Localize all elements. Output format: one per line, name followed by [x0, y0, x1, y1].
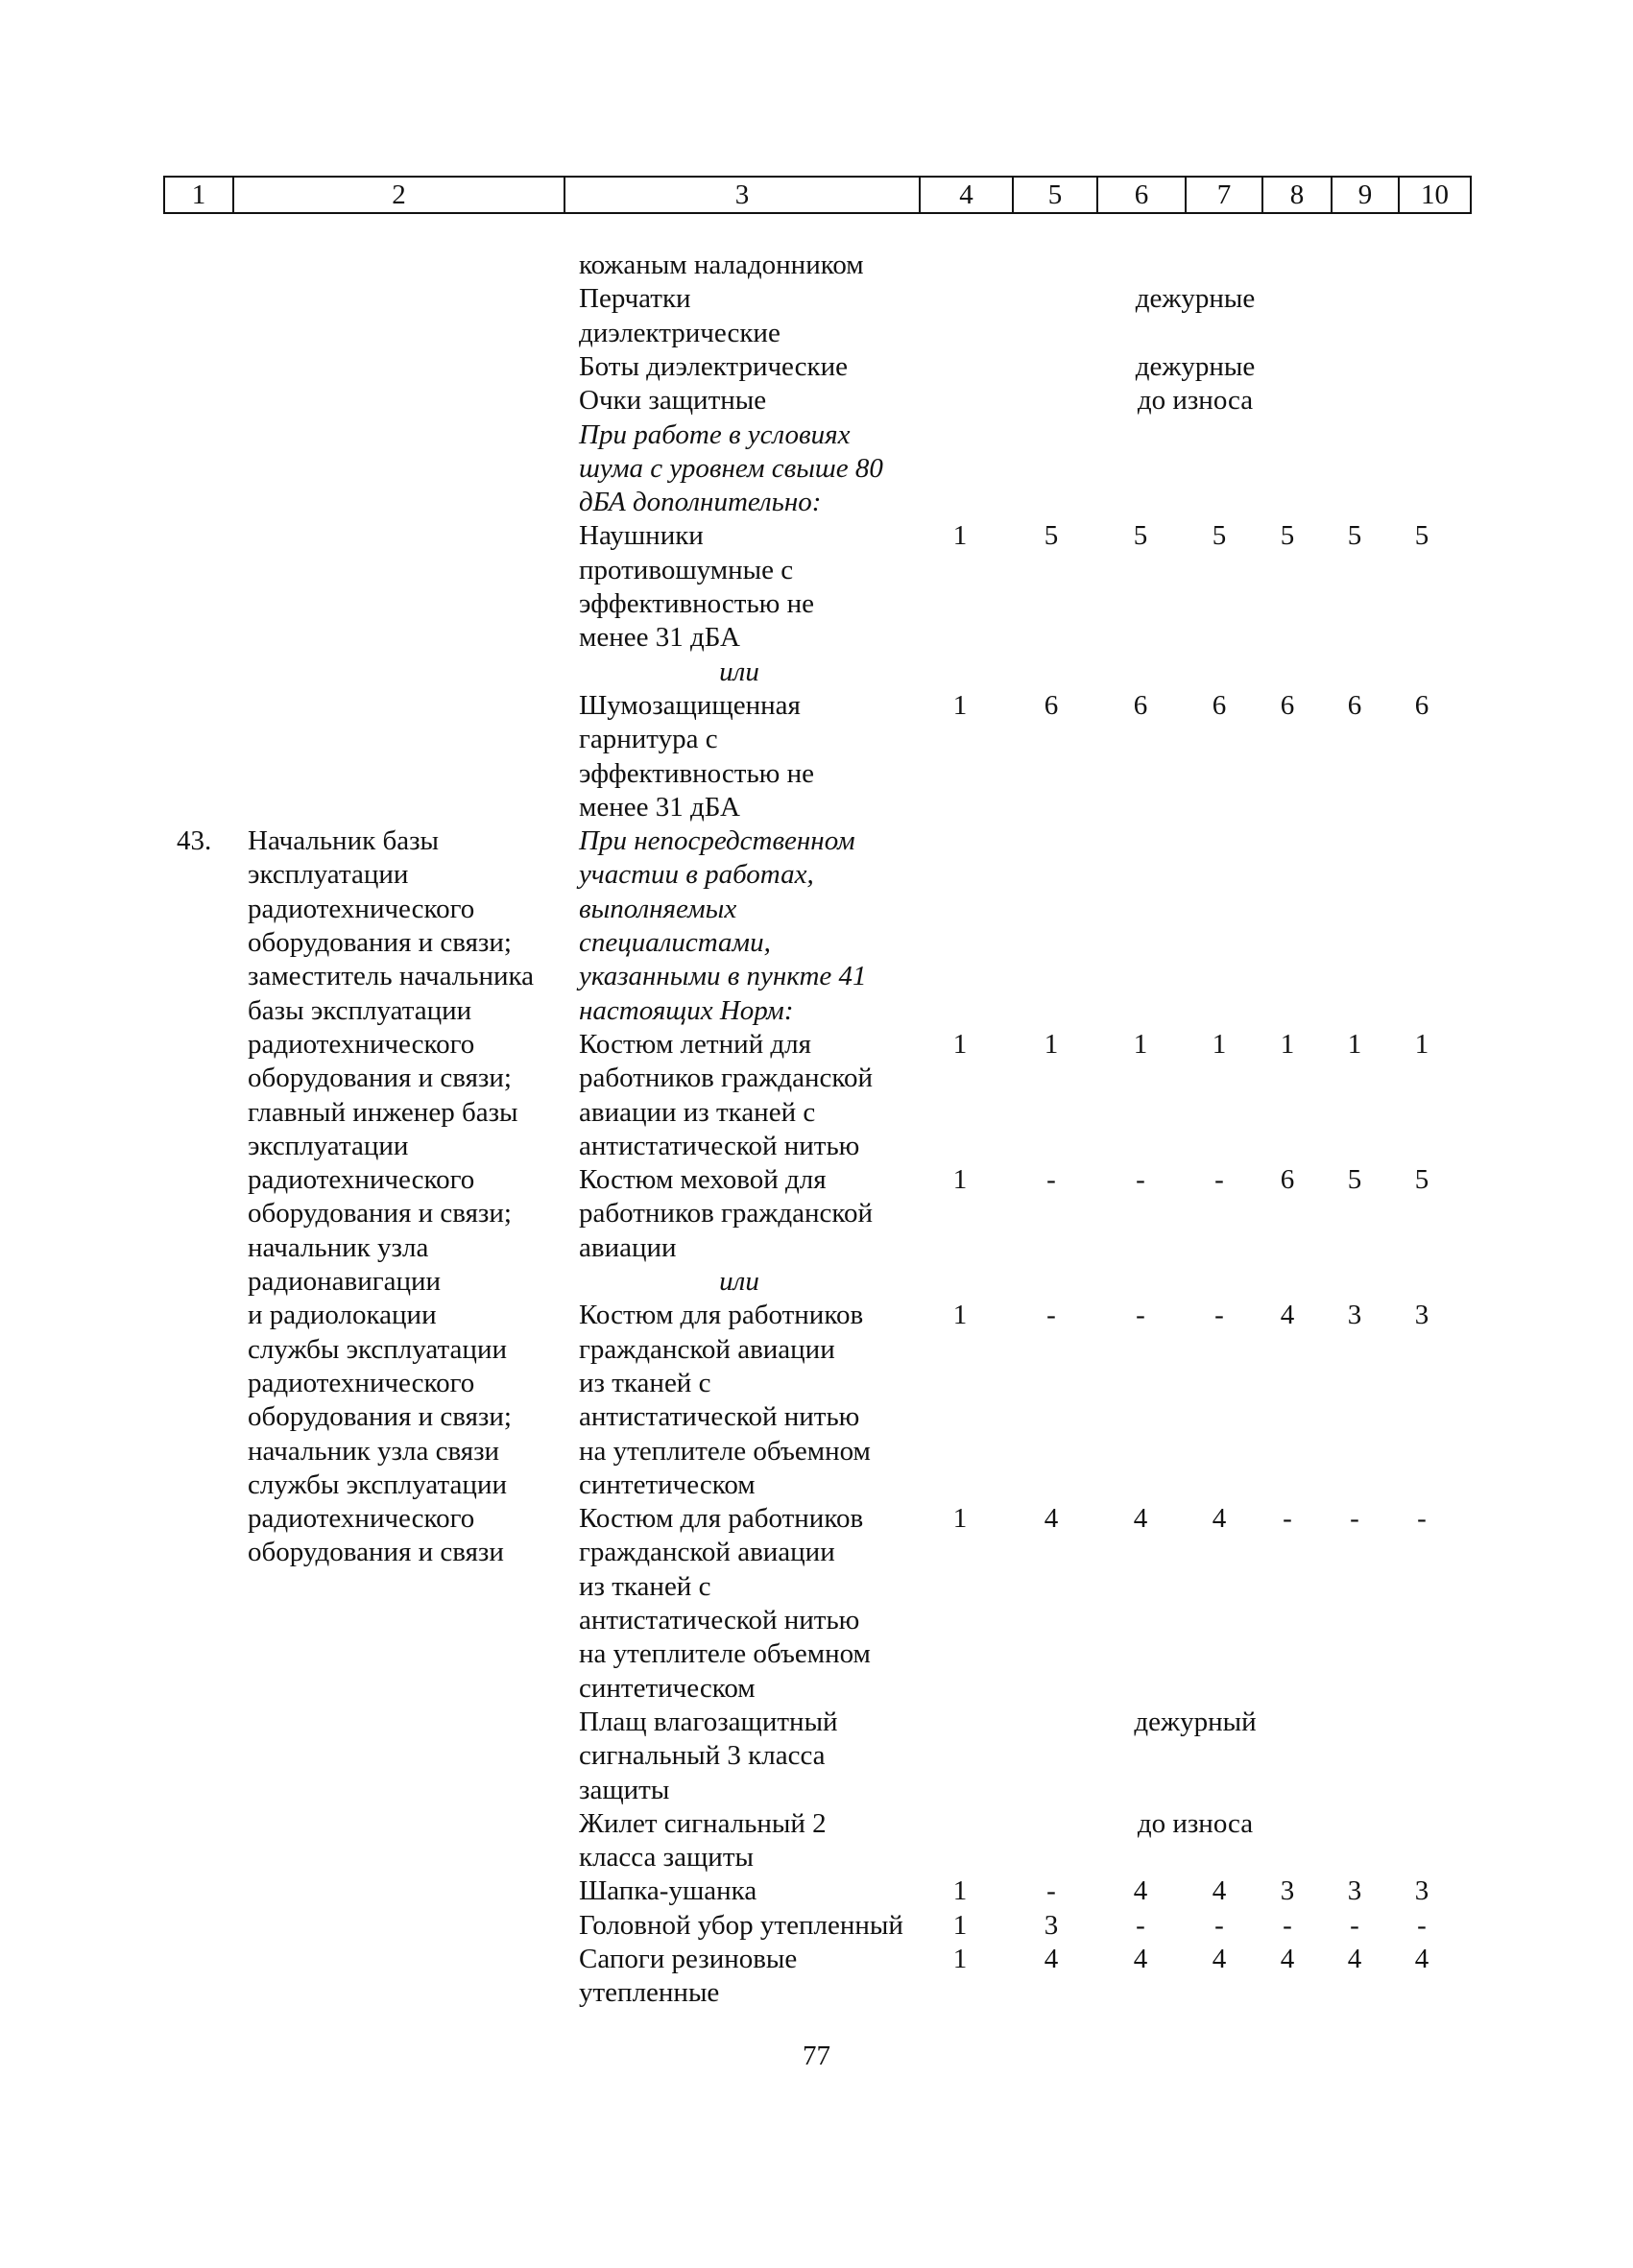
table-row	[0, 1569, 1633, 1604]
table-row	[0, 722, 1633, 756]
item-text: гражданской авиации	[579, 1333, 835, 1365]
value-cell: -	[1350, 1909, 1359, 1941]
value-cell: 4	[1044, 1503, 1059, 1535]
table-header	[163, 176, 1472, 214]
position-line-row	[0, 1366, 1633, 1400]
table-row	[0, 1705, 1633, 1739]
item-text: Боты диэлектрические	[579, 350, 849, 382]
item-text: класса защиты	[579, 1842, 754, 1874]
item-text: антистатической нитью	[579, 1401, 860, 1433]
table-row	[0, 1806, 1633, 1841]
value-cell: 1	[1212, 1028, 1227, 1060]
item-text: защиты	[579, 1774, 670, 1805]
value-cell: 6	[1280, 689, 1295, 721]
header-cell: 6	[1098, 178, 1187, 212]
table-row	[0, 485, 1633, 519]
item-number: 43.	[177, 825, 212, 857]
value-cell: -	[1417, 1909, 1427, 1941]
item-text: Очки защитные	[579, 385, 767, 417]
position-line: оборудования и связи;	[248, 1401, 512, 1433]
table-row	[0, 1840, 1633, 1874]
table-row	[0, 1942, 1633, 1976]
position-line-row	[0, 1162, 1633, 1197]
value-cell: 5	[1280, 520, 1295, 552]
value-cell: -	[1214, 1300, 1224, 1331]
item-text: синтетическом	[579, 1468, 756, 1500]
value-cell: -	[1283, 1909, 1292, 1941]
value-cell: 6	[1347, 689, 1362, 721]
position-line: базы эксплуатации	[248, 994, 472, 1026]
value-cell: 4	[1133, 1875, 1148, 1907]
term-note: до износа	[1137, 1807, 1254, 1839]
position-line: радиотехнического	[248, 1367, 475, 1398]
term-note: дежурные	[1135, 350, 1256, 382]
item-text: Головной убор утепленный	[579, 1909, 903, 1941]
position-line-row	[0, 1196, 1633, 1230]
item-text: на утеплителе объемном	[579, 1638, 871, 1670]
item-text: диэлектрические	[579, 317, 780, 348]
item-text: участии в работах,	[579, 859, 814, 891]
table-row	[0, 790, 1633, 824]
position-line: эксплуатации	[248, 859, 409, 891]
value-cell: 5	[1414, 1164, 1429, 1196]
position-line: радиотехнического	[248, 1164, 475, 1196]
value-cell: -	[1046, 1300, 1056, 1331]
position-line: оборудования и связи	[248, 1537, 504, 1568]
item-text: Шапка-ушанка	[579, 1875, 757, 1907]
item-text: антистатической нитью	[579, 1130, 860, 1161]
position-line-row	[0, 1230, 1633, 1265]
value-cell: 3	[1347, 1875, 1362, 1907]
header-cell: 4	[921, 178, 1014, 212]
value-cell: 4	[1212, 1875, 1227, 1907]
position-line-row	[0, 1298, 1633, 1332]
position-line-row	[0, 1535, 1633, 1569]
table-row	[0, 383, 1633, 418]
table-row	[0, 620, 1633, 655]
position-line: начальник узла	[248, 1231, 429, 1263]
item-text: антистатической нитью	[579, 1605, 860, 1635]
table-row	[0, 1908, 1633, 1943]
item-text: дБА дополнительно:	[579, 487, 822, 518]
item-text: Костюм для работников	[579, 1503, 864, 1535]
value-cell: 1	[952, 1028, 968, 1060]
table-row	[0, 1738, 1633, 1773]
position-line-row	[0, 892, 1633, 926]
value-cell: 4	[1133, 1503, 1148, 1535]
item-text: Костюм меховой для	[579, 1164, 827, 1196]
position-line: радиотехнического	[248, 893, 475, 924]
position-line-row	[0, 1399, 1633, 1434]
table-row	[0, 553, 1633, 587]
table-row	[0, 316, 1633, 350]
item-text: синтетическом	[579, 1672, 756, 1704]
value-cell: 3	[1280, 1875, 1295, 1907]
item-text: Сапоги резиновые	[579, 1944, 798, 1974]
position-line: радиотехнического	[248, 1503, 475, 1535]
term-note: дежурные	[1135, 283, 1256, 315]
value-cell: 5	[1133, 520, 1148, 552]
item-text: кожаным наладонником	[579, 250, 864, 280]
table-row	[0, 1636, 1633, 1671]
item-text: Шумозащищенная	[579, 689, 801, 721]
position-line: и радиолокации	[248, 1300, 437, 1331]
value-cell: 1	[952, 1164, 968, 1196]
value-cell: 3	[1044, 1909, 1059, 1941]
value-cell: 5	[1212, 520, 1227, 552]
item-text: специалистами,	[579, 927, 771, 958]
position-line-row	[0, 857, 1633, 892]
value-cell: 6	[1280, 1164, 1295, 1196]
item-text: указанными в пункте 41	[579, 961, 867, 992]
value-cell: 1	[1044, 1028, 1059, 1060]
header-cell: 2	[234, 178, 565, 212]
value-cell: -	[1136, 1300, 1145, 1331]
value-cell: 4	[1133, 1944, 1148, 1974]
value-cell: 3	[1414, 1300, 1429, 1331]
position-line: радиотехнического	[248, 1028, 475, 1060]
position-line-row	[0, 1095, 1633, 1130]
item-text: При работе в условиях	[579, 418, 851, 450]
position-line: службы эксплуатации	[248, 1468, 507, 1500]
page-number: 77	[803, 2041, 830, 2071]
table-row	[0, 451, 1633, 486]
value-cell: 4	[1414, 1944, 1429, 1974]
value-cell: -	[1283, 1503, 1292, 1535]
header-cell: 3	[565, 178, 921, 212]
item-text: настоящих Норм:	[579, 994, 794, 1026]
position-line-row	[0, 959, 1633, 993]
value-cell: 1	[952, 1944, 968, 1974]
value-cell: 3	[1347, 1300, 1362, 1331]
value-cell: -	[1136, 1164, 1145, 1196]
item-text: Наушники	[579, 520, 704, 552]
position-line: радионавигации	[248, 1266, 442, 1297]
value-cell: 1	[952, 1300, 968, 1331]
value-cell: 5	[1347, 1164, 1362, 1196]
value-cell: -	[1046, 1164, 1056, 1196]
value-cell: 6	[1212, 689, 1227, 721]
position-line-row	[0, 824, 1633, 858]
item-text: эффективностью не	[579, 588, 814, 619]
item-text: гарнитура с	[579, 724, 718, 755]
value-cell: 4	[1044, 1944, 1059, 1974]
value-cell: 1	[952, 1503, 968, 1535]
position-line-row	[0, 1332, 1633, 1367]
value-cell: -	[1350, 1503, 1359, 1535]
table-row	[0, 1671, 1633, 1706]
position-line: оборудования и связи;	[248, 1198, 512, 1229]
item-text: Костюм летний для	[579, 1028, 811, 1060]
table-row	[0, 248, 1633, 282]
position-line: главный инженер базы	[248, 1096, 518, 1128]
position-line-row	[0, 925, 1633, 960]
value-cell: 1	[1414, 1028, 1429, 1060]
header-cell: 5	[1014, 178, 1098, 212]
value-cell: 5	[1044, 520, 1059, 552]
item-text: менее 31 дБА	[579, 622, 740, 654]
value-cell: 4	[1280, 1300, 1295, 1331]
position-line: начальник узла связи	[248, 1435, 500, 1467]
position-line: оборудования и связи;	[248, 927, 512, 958]
value-cell: -	[1214, 1909, 1224, 1941]
position-line: Начальник базы	[248, 825, 440, 857]
value-cell: 5	[1414, 520, 1429, 552]
item-text: или	[719, 1266, 759, 1297]
item-text: или	[719, 656, 759, 687]
value-cell: -	[1214, 1164, 1224, 1196]
value-cell: 1	[952, 689, 968, 721]
item-text: шума с уровнем свыше 80	[579, 452, 883, 484]
position-line: службы эксплуатации	[248, 1333, 507, 1365]
table-row	[0, 655, 1633, 689]
value-cell: 1	[1280, 1028, 1295, 1060]
item-text: Костюм для работников	[579, 1300, 864, 1331]
position-line-row	[0, 1264, 1633, 1299]
item-text: Перчатки	[579, 283, 691, 315]
item-text: авиации из тканей с	[579, 1096, 816, 1128]
value-cell: -	[1417, 1503, 1427, 1535]
table-row	[0, 418, 1633, 452]
table-row	[0, 586, 1633, 621]
value-cell: 3	[1414, 1875, 1429, 1907]
header-cell: 9	[1333, 178, 1400, 212]
value-cell: 4	[1212, 1503, 1227, 1535]
position-line-row	[0, 1434, 1633, 1468]
item-text: менее 31 дБА	[579, 791, 740, 823]
value-cell: 1	[952, 1875, 968, 1907]
value-cell: 4	[1212, 1944, 1227, 1974]
position-line: эксплуатации	[248, 1130, 409, 1161]
header-cell: 1	[165, 178, 234, 212]
table-row	[0, 518, 1633, 553]
item-text: авиации	[579, 1231, 677, 1263]
table-row	[0, 756, 1633, 791]
position-line-row	[0, 993, 1633, 1028]
position-line: заместитель начальника	[248, 961, 535, 992]
item-text: утепленные	[579, 1977, 720, 2009]
term-note: дежурный	[1134, 1706, 1257, 1737]
position-line-row	[0, 1129, 1633, 1163]
value-cell: 1	[1347, 1028, 1362, 1060]
value-cell: 6	[1414, 689, 1429, 721]
position-line-row	[0, 1061, 1633, 1095]
value-cell: 1	[952, 520, 968, 552]
item-text: сигнальный 3 класса	[579, 1740, 826, 1772]
item-text: Жилет сигнальный 2	[579, 1807, 827, 1839]
item-text: из тканей с	[579, 1570, 711, 1602]
header-cell: 8	[1263, 178, 1333, 212]
value-cell: 6	[1044, 689, 1059, 721]
header-cell: 10	[1421, 179, 1449, 210]
value-cell: 4	[1280, 1944, 1295, 1974]
item-text: работников гражданской	[579, 1062, 873, 1094]
header-cell: 7	[1187, 178, 1263, 212]
item-text: эффективностью не	[579, 757, 814, 789]
value-cell: 4	[1347, 1944, 1362, 1974]
position-line-row	[0, 1027, 1633, 1062]
item-text: выполняемых	[579, 893, 737, 924]
position-line-row	[0, 1501, 1633, 1536]
table-row	[0, 1874, 1633, 1908]
item-text: При непосредственном	[579, 825, 855, 857]
value-cell: 1	[952, 1909, 968, 1941]
value-cell: 5	[1347, 520, 1362, 552]
item-text: из тканей с	[579, 1367, 711, 1398]
term-note: до износа	[1137, 385, 1254, 417]
table-row	[0, 1975, 1633, 2010]
table-row	[0, 688, 1633, 723]
table-row	[0, 281, 1633, 316]
item-text: работников гражданской	[579, 1198, 873, 1229]
item-text: гражданской авиации	[579, 1537, 835, 1568]
item-text: противошумные с	[579, 554, 794, 585]
table-row	[0, 1603, 1633, 1637]
item-text: Плащ влагозащитный	[579, 1706, 838, 1737]
position-line: оборудования и связи;	[248, 1062, 512, 1094]
position-line-row	[0, 1468, 1633, 1502]
value-cell: -	[1046, 1875, 1056, 1907]
table-row	[0, 349, 1633, 384]
value-cell: 1	[1133, 1028, 1148, 1060]
value-cell: -	[1136, 1909, 1145, 1941]
table-row	[0, 1773, 1633, 1807]
value-cell: 6	[1133, 689, 1148, 721]
item-text: на утеплителе объемном	[579, 1435, 871, 1467]
